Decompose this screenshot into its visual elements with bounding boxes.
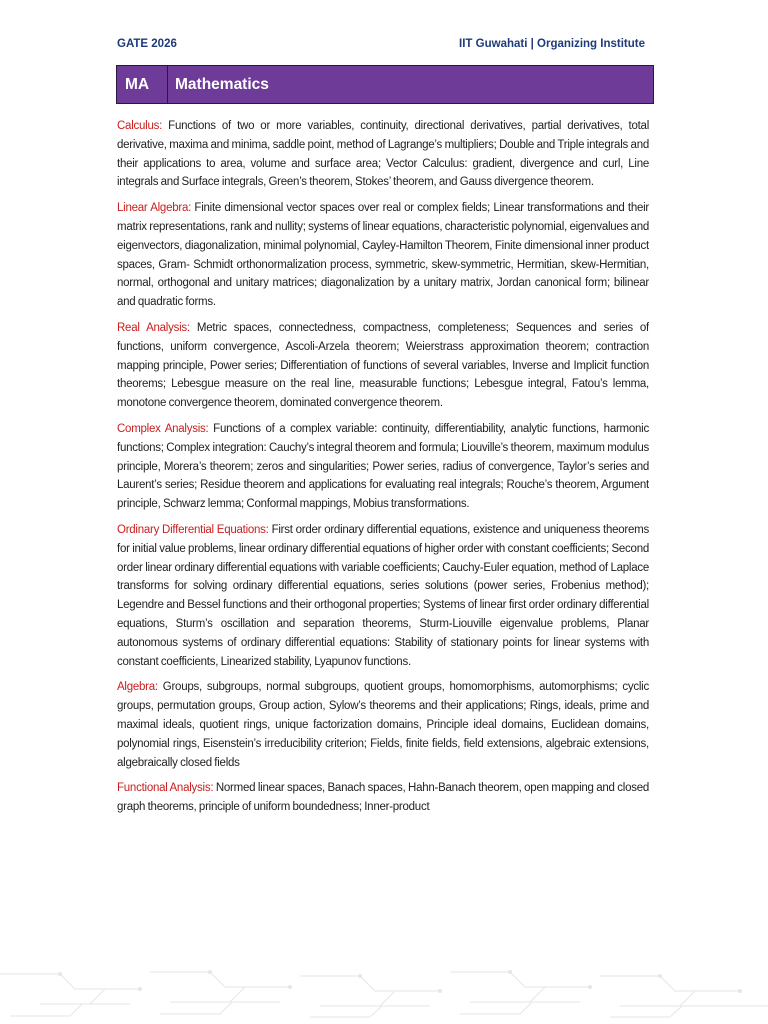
syllabus-section-algebra <box>117 678 649 772</box>
section-topic: Functional Analysis: <box>117 782 214 795</box>
circuit-pattern-decoration <box>0 954 768 1024</box>
section-text: Groups, subgroups, normal subgroups, quotient groups, homomorphisms, automorphisms; cyclic groups, permutation groups, Group action, Sylow’s theorems and their applications; Rings, ideals, prime and maximal ideals, quotient rings, unique factorization domains, Principle ideal domains, Euclidean domains, polynomial rings, Eisenstein’s irreducibility criterion; Fields, finite fields, field extensions, algebraic extensions, algebraically closed fields <box>117 681 649 769</box>
syllabus-section-functional-analysis <box>117 779 649 817</box>
section-text: Functions of two or more variables, continuity, directional derivatives, partial derivatives, total derivative, maxima and minima, saddle point, method of Lagrange’s multipliers; Double and Triple integrals and their applications to area, volume and surface area; Vector Calculus: gradient, divergence and curl, Line integrals and Surface integrals, Green’s theorem, Stokes’ theorem, and Gauss divergence theorem. <box>117 120 649 189</box>
syllabus-content <box>117 117 649 947</box>
page-header <box>117 38 645 54</box>
subject-code: MA <box>117 66 168 103</box>
syllabus-section-ode <box>117 521 649 671</box>
syllabus-section-calculus <box>117 117 649 192</box>
section-topic: Real Analysis: <box>117 321 190 334</box>
section-topic: Calculus: <box>117 120 163 132</box>
exam-title: GATE 2026 <box>117 38 177 50</box>
section-topic: Algebra: <box>117 681 158 694</box>
organizing-institute: IIT Guwahati | Organizing Institute <box>459 38 645 50</box>
section-topic: Linear Algebra: <box>117 202 192 215</box>
section-text: Finite dimensional vector spaces over real or complex fields; Linear transformations and their matrix representations, rank and nullity; systems of linear equations, characteristic polynomial, eigenvalues and eigenvectors, diagonalization, minimal polynomial, Cayley-Hamilton Theorem, Finite dimensional inner product spaces, Gram- Schmidt orthonormalization process, symmetric, skew-symmetric, Hermitian, skew-Hermitian, normal, orthogonal and unitary matrices; diagonalization by a unitary matrix, Jordan canonical form; bilinear and quadratic forms. <box>117 202 649 309</box>
syllabus-section-linear-algebra <box>117 199 649 312</box>
subject-name: Mathematics <box>175 76 269 93</box>
section-topic: Complex Analysis: <box>117 422 209 435</box>
syllabus-section-real-analysis <box>117 319 649 413</box>
section-text: Metric spaces, connectedness, compactness, completeness; Sequences and series of functions, uniform convergence, Ascoli-Arzela theorem; Weierstrass approximation theorem; contraction mapping principle, Power series; Differentiation of functions of several variables, Inverse and Implicit function theorems; Lebesgue measure on the real line, measurable functions; Lebesgue integral, Fatou’s lemma, monotone convergence theorem, dominated convergence theorem. <box>117 321 649 410</box>
section-text: First order ordinary differential equations, existence and uniqueness theorems for initial value problems, linear ordinary differential equations of higher order with constant coefficients; Second order linear ordinary differential equations with variable coefficients; Cauchy-Euler equation, method of Laplace transforms for solving ordinary differential equations, series solutions (power series, Frobenius method); Legendre and Bessel functions and their orthogonal properties; Systems of linear first order ordinary differential equations, Sturm’s oscillation and separation theorems, Sturm-Liouville eigenvalue problems, Planar autonomous systems of ordinary differential equations: Stability of stationary points for linear systems with constant coefficients, Linearized stability, Lyapunov functions. <box>117 523 649 668</box>
section-text: Normed linear spaces, Banach spaces, Hahn-Banach theorem, open mapping and closed graph theorems, principle of uniform boundedness; Inner-product <box>117 782 649 814</box>
subject-banner <box>116 65 654 104</box>
syllabus-section-complex-analysis <box>117 420 649 514</box>
section-topic: Ordinary Differential Equations: <box>117 523 269 536</box>
section-text: Functions of a complex variable: continuity, differentiability, analytic functions, harmonic functions; Complex integration: Cauchy’s integral theorem and formula; Liouville’s theorem, maximum modulus principle, Morera’s theorem; zeros and singularities; Power series, radius of convergence, Taylor’s series and Laurent’s series; Residue theorem and applications for evaluating real integrals; Rouche’s theorem, Argument principle, Schwarz lemma; Conformal mappings, Mobius transformations. <box>117 422 649 511</box>
